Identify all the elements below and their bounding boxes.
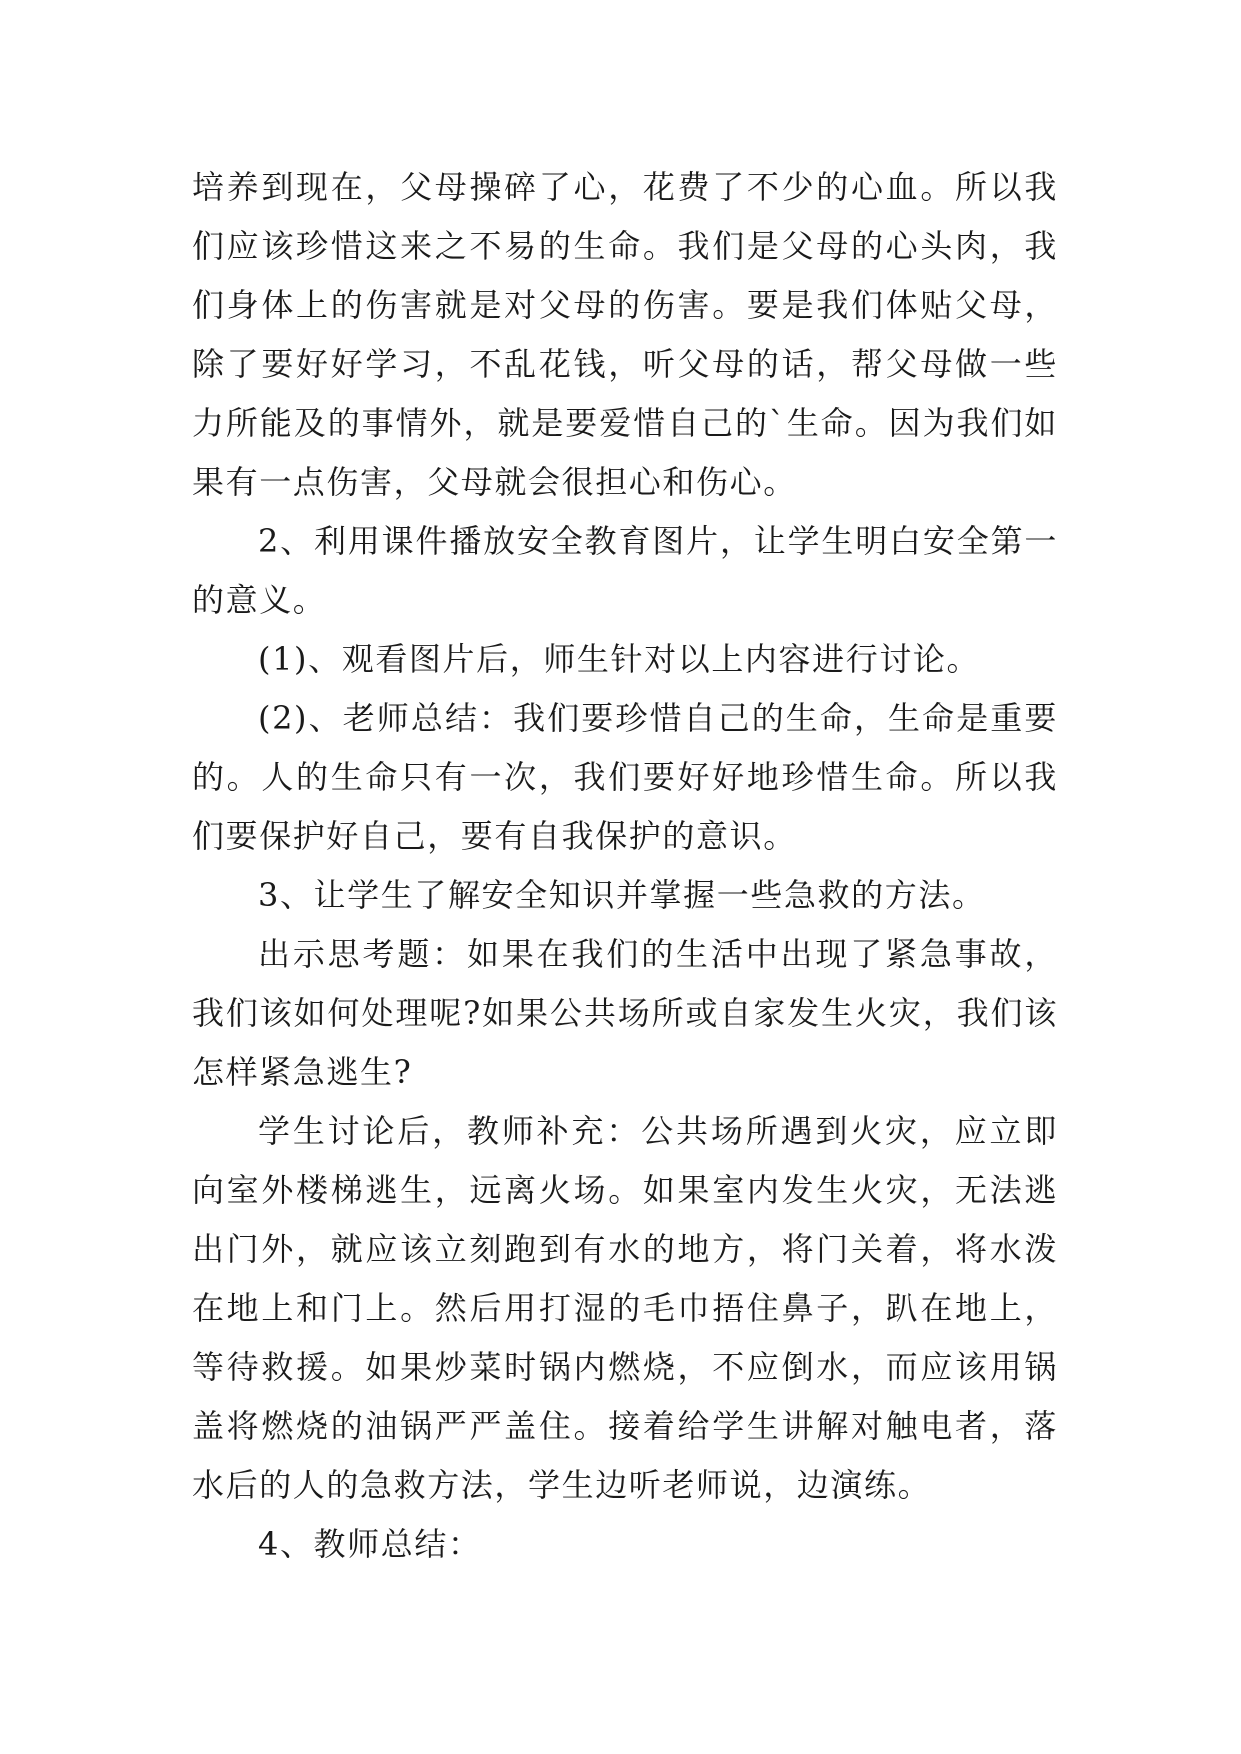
paragraph-step-3: 3、让学生了解安全知识并掌握一些急救的方法。 (258, 876, 986, 914)
document-body (192, 158, 1058, 1574)
paragraph-step-2-1: (1)、观看图片后，师生针对以上内容进行讨论。 (258, 640, 981, 678)
paragraph-step-4: 4、教师总结： (258, 1525, 482, 1563)
paragraph-step-2: 2、利用课件播放安全教育图片，让学生明白安全第一的意义。 (192, 522, 1058, 619)
paragraph-teacher-supplement: 学生讨论后，教师补充：公共场所遇到火灾，应立即向室外楼梯逃生，远离火场。如果室内发生火灾，无法逃出门外，就应该立刻跑到有水的地方，将门关着，将水泼在地上和门上。然后用打湿的毛巾捂住鼻子，趴在地上，等待救援。如果炒菜时锅内燃烧，不应倒水，而应该用锅盖将燃烧的油锅严严盖住。接着给学生讲解对触电者，落水后的人的急救方法，学生边听老师说，边演练。 (192, 1112, 1058, 1504)
paragraph-thinking-question: 出示思考题：如果在我们的生活中出现了紧急事故，我们该如何处理呢?如果公共场所或自家发生火灾，我们该怎样紧急逃生? (192, 935, 1058, 1091)
paragraph-step-2-2: (2)、老师总结：我们要珍惜自己的生命，生命是重要的。人的生命只有一次，我们要好好地珍惜生命。所以我们要保护好自己，要有自我保护的意识。 (192, 699, 1058, 855)
paragraph-parent-care: 培养到现在，父母操碎了心，花费了不少的心血。所以我们应该珍惜这来之不易的生命。我们是父母的心头肉，我们身体上的伤害就是对父母的伤害。要是我们体贴父母，除了要好好学习，不乱花钱，听父母的话，帮父母做一些力所能及的事情外，就是要爱惜自己的`生命。因为我们如果有一点伤害，父母就会很担心和伤心。 (192, 168, 1058, 501)
